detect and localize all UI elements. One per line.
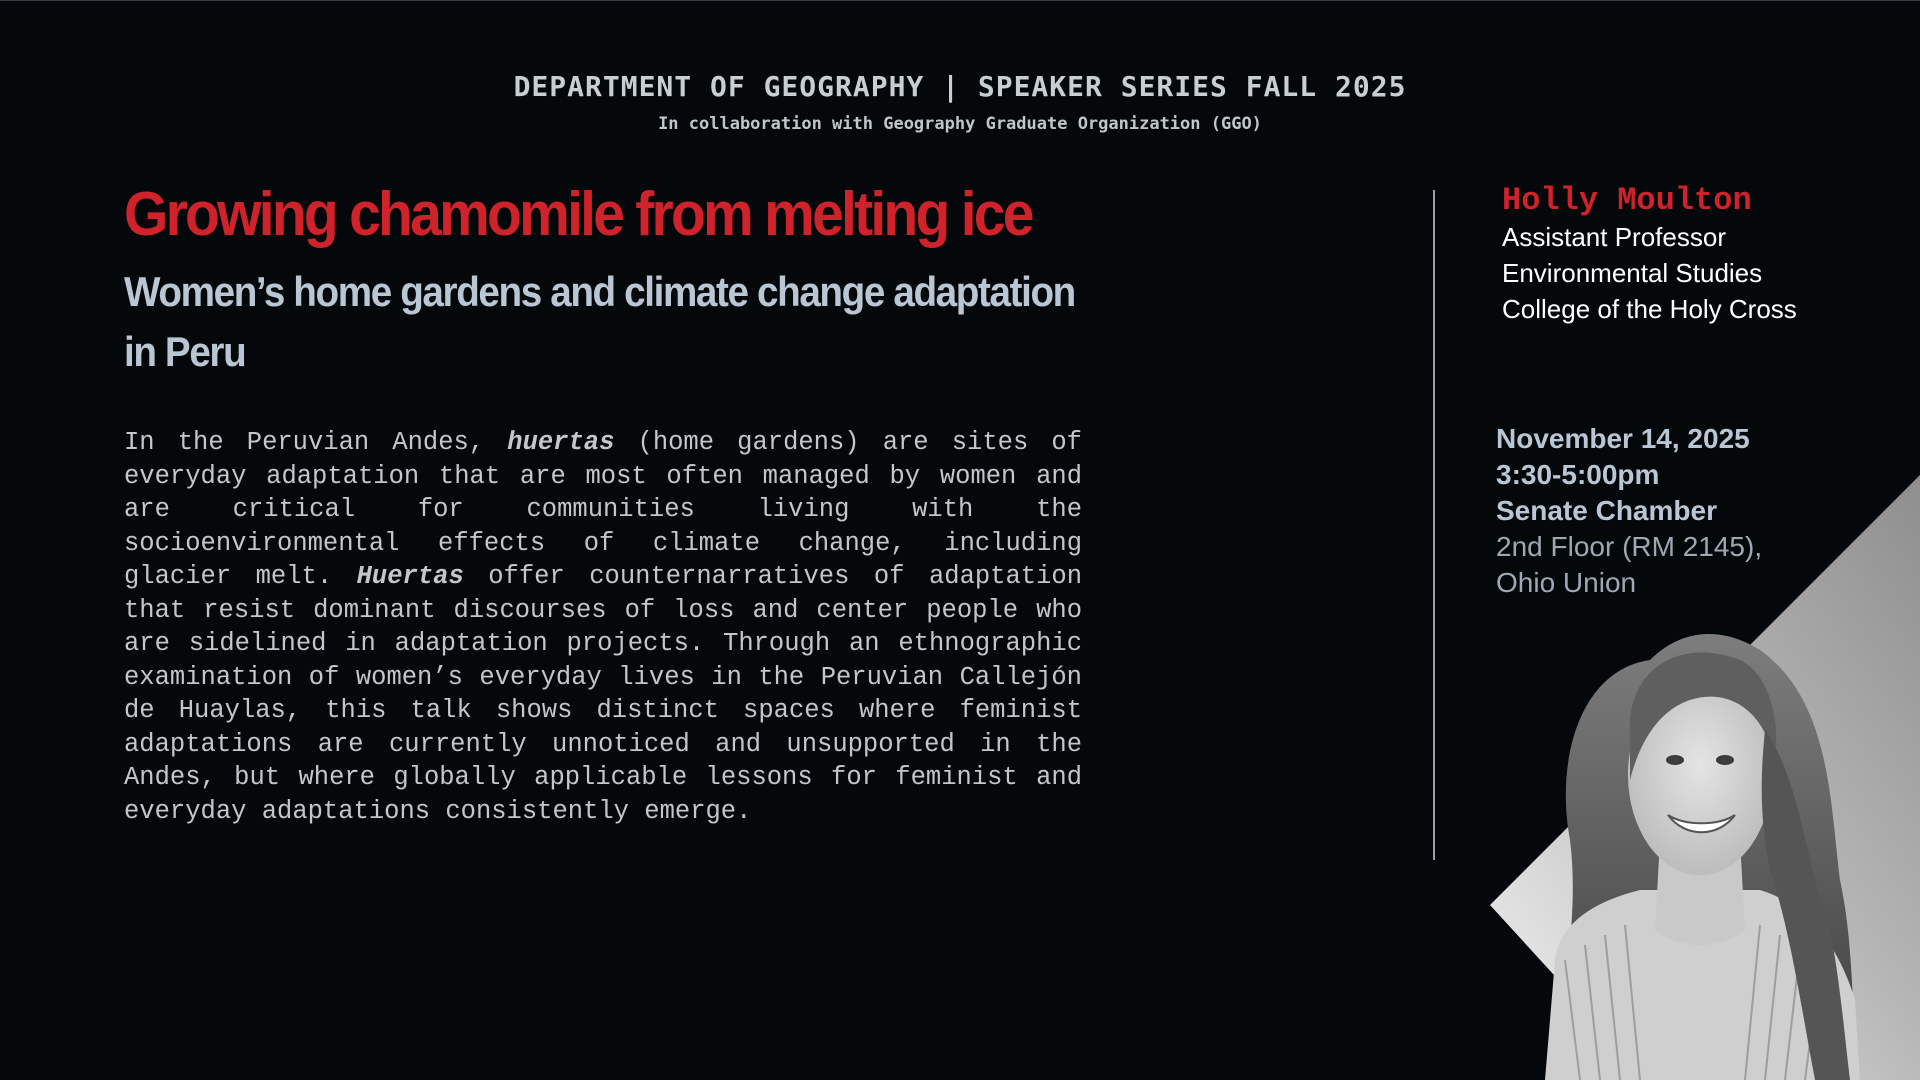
speaker-institution: College of the Holy Cross — [1502, 294, 1797, 324]
abstract-emphasis: Huertas — [356, 562, 464, 591]
event-building: Ohio Union — [1496, 567, 1637, 598]
talk-subtitle: Women’s home gardens and climate change adaptation in Peru — [124, 268, 1075, 375]
abstract-text: (home gardens) are sites of everyday adaptation that are most often managed by women and are critical for communities living with the socioenvironmental effects of climate change, including glacier melt. — [124, 428, 1082, 591]
department-header: DEPARTMENT OF GEOGRAPHY | SPEAKER SERIES FALL 2025 — [513, 70, 1407, 103]
talk-title: Growing chamomile from melting ice — [124, 180, 1032, 249]
speaker-position: Assistant Professor — [1502, 222, 1726, 252]
event-date: November 14, 2025 — [1496, 423, 1750, 454]
event-room: 2nd Floor (RM 2145), — [1496, 531, 1763, 562]
collaboration-line: In collaboration with Geography Graduate Organization (GGO) — [658, 114, 1262, 134]
speaker-department: Environmental Studies — [1502, 258, 1763, 288]
abstract-text: offer counternarratives of adaptation that resist dominant discourses of loss and center people who are sidelined in adaptation projects. Through an ethnographic examination of women’s everyday lives in the Peruvian Callejón de Huaylas, this talk shows distinct spaces where feminist adaptations are currently unnoticed and unsupported in the Andes, but where globally applicable lessons for feminist and everyday adaptations consistently emerge. — [124, 562, 1082, 826]
event-time: 3:30-5:00pm — [1496, 459, 1660, 490]
abstract-emphasis: huertas — [507, 428, 615, 457]
abstract-text: In the Peruvian Andes, — [124, 428, 508, 457]
speaker-name: Holly Moulton — [1502, 182, 1752, 219]
event-venue: Senate Chamber — [1496, 495, 1717, 526]
